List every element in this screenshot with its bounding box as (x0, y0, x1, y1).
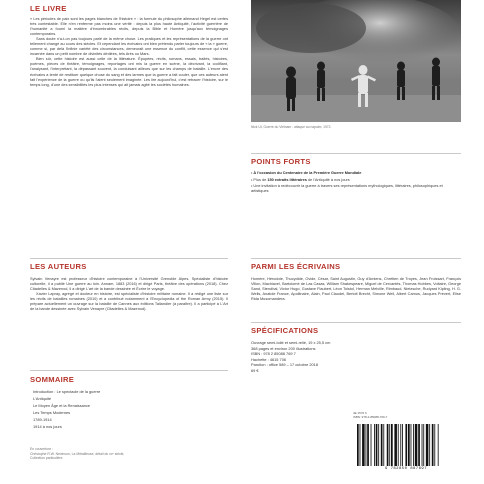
barcode-bar (429, 424, 430, 466)
divider (30, 370, 228, 371)
barcode-bar (366, 424, 367, 466)
auteur-paragraph: Xavier Lapray, agrégé et docteur en histoire, est spécialiste d'histoire militaire romaine. Il a rédigé une liste sur les récits de batailles romaines (2010) et a contribué notamment à l'Encyclopedia of the Roman Army (2015). Il prépare actuellement un ouvrage sur la bataille de Cannes aux éditions Tallandier (à paraître). Il a participé à L'Art de la bande dessinée avec Sylvain Venayre (Citadelles & Mazenod). (30, 292, 228, 312)
barcode-bar (357, 424, 359, 466)
barcode-bar (423, 424, 424, 466)
section-title-auteurs: LES AUTEURS (30, 262, 87, 271)
barcode-bar (383, 424, 384, 466)
barcode-bar (402, 424, 403, 466)
divider (251, 258, 461, 259)
barcode-digits: 9 782850 887697 (384, 467, 427, 471)
barcode-bar (411, 424, 412, 466)
barcode-bar (362, 424, 365, 466)
photo-illustration (251, 0, 461, 122)
section-title-ecrivains: PARMI LES ÉCRIVAINS (251, 262, 341, 271)
livre-text (30, 17, 228, 88)
livre-paragraph: Sans doute n'a-t-on pas toujours parlé de la même chose. Les pratiques et les représentations de la guerre ont tellement changé au cours des siècles. Et cependant les écrivains ont bien prétendu parler toujours de « la » guerre, comme si, par delà l'infinie variété des circonstances, demeurait une essence du conflit, cette essence qui s'est incarnée dans un petit nombre de divinités dédiées, tels Arès ou Mars. (30, 37, 228, 57)
barcode-bar (413, 424, 414, 466)
points-forts-list (251, 171, 461, 196)
cover-credit-line: Collection particulière. (30, 456, 64, 461)
barcode-bar (422, 424, 423, 466)
barcode-bar (405, 424, 407, 466)
barcode-bar (374, 424, 375, 466)
barcode-bar (391, 424, 393, 466)
sommaire-item: Les Temps Modernes (33, 410, 71, 415)
livre-paragraph: Bien sûr, cette histoire est aussi celle de la littérature. Épopées, récits, romans, essais, traités, histoires, poèmes, pièces de théâtre, témoignages, reportages ont mis la guerre en scène, la décrivant, la codifiant, l'analysant, l'interprétant, la dépassant souvent, la conduisant ailleurs que sur les champs de bataille. L'encre des écrivains a tenté de restituer quelque chose du sang et des larmes que la guerre a fait couler, que ces auteurs aient fait l'expérience de la guerre ou qu'ils l'aient seulement imaginée. Les lire aujourd'hui, c'est retracer l'histoire, sur le temps long, d'une des sensibilités les plus intenses qui ait jamais agité les sociétés humaines. (30, 57, 228, 87)
barcode-bar (426, 424, 429, 466)
barcode-bar (367, 424, 369, 466)
livre-paragraph: « Les périodes de paix sont les pages blanches de l'histoire » : la formule du philosophe allemand Hegel est certes très contestable. Elle n'en renferme pas moins une vérité : depuis la plus haute Antiquité, l'activité guerrière de l'humanité a fourni la matière d'innombrables récits, depuis la Bible et Homère jusqu'aux témoignages contemporains. (30, 17, 228, 37)
barcode-bar (389, 424, 390, 466)
barcode-bar (387, 424, 389, 466)
point-fort-item: • À l'occasion du Centenaire de la Première Guerre Mondiale (251, 171, 362, 175)
section-title-livre: LE LIVRE (30, 4, 67, 13)
auteurs-text (30, 277, 228, 312)
sommaire-list (30, 388, 228, 430)
barcode-bar (415, 424, 418, 466)
barcode-bar (376, 424, 378, 466)
barcode-header-line: 4E 1576 6 (353, 411, 367, 415)
sommaire-item: Introduction : Le spectacle de la guerre (33, 389, 101, 394)
barcode-bar (381, 424, 383, 466)
war-photo (251, 0, 461, 122)
barcode-bar (434, 424, 435, 466)
section-title-sommaire: SOMMAIRE (30, 375, 75, 384)
barcode-bar (438, 424, 439, 466)
barcode-header-line: ISBN: 978-2-85088-769-7 (353, 414, 388, 419)
barcode-bar (432, 424, 434, 466)
spec-item: Hachette : 4615 706 (251, 356, 287, 362)
barcode-bar (398, 424, 399, 466)
divider (251, 322, 461, 323)
barcode-header (353, 412, 387, 419)
cover-credit-line: Christophe R.W. Nevinson, La Mitrailleuse, détail du xxᵉ siècle, (30, 451, 125, 456)
barcode-bar (378, 424, 379, 466)
photo-caption: Nick Ut, Guerre du Vietnam : attaque au napalm, 1972. (251, 125, 332, 129)
barcode-bar (400, 424, 401, 466)
sommaire-item: 1789-1914 (33, 417, 52, 422)
spec-item: ISBN : 978 2 85088 769 7 (251, 351, 296, 357)
barcode-bar (360, 424, 361, 466)
point-fort-item: • Une invitation à redécouvrir la guerre à travers ses représentations mythologiques, littéraires, philosophiques et artistiques (251, 184, 443, 194)
barcode-bar (371, 424, 372, 466)
specs-list (251, 340, 461, 374)
section-title-specifications: SPÉCIFICATIONS (251, 326, 319, 335)
spec-item: 69 € (251, 367, 259, 373)
spec-item: Parution : office 589 – 17 octobre 2018 (251, 362, 318, 368)
section-title-points-forts: POINTS FORTS (251, 157, 311, 166)
barcode-bars (355, 424, 459, 466)
cover-credit-line: En couverture : (30, 447, 53, 451)
sommaire-item: Le Moyen Âge et la Renaissance (33, 403, 91, 408)
barcode-bar (408, 424, 410, 466)
spec-item: Ouvrage semi-toilé et semi-relié, 19 x 25,5 cm (251, 340, 331, 345)
divider (30, 258, 228, 259)
sommaire-item: 1914 à nos jours (33, 424, 62, 429)
divider (251, 153, 461, 154)
sommaire-item: L'Antiquité (33, 396, 52, 401)
point-fort-item: • Plus de 150 extraits littéraires de l'Antiquité à nos jours (251, 177, 350, 182)
barcode-bar (394, 424, 397, 466)
cover-credit (30, 447, 228, 461)
barcode-bar (418, 424, 420, 466)
spec-item: 368 pages et environ 200 illustrations (251, 345, 316, 351)
ecrivains-text: Homère, Hérodote, Thucydide, Ovide, César, Saint Augustin, Guy d'Amiens, Chrétien de Troyes, Jean Froissart, François Villon, Machiavel, Bartolomé de Las Casas, William Shakespeare, Miguel de Cervantès, Thomas Hobbes, Voltaire, George Sand, Stendhal, Victor Hugo, Gustave Flaubert, Léon Tolstoï, Herman Melville, Rimbaud, Nietzsche, Rudyard Kipling, H. G. Wells, Anatole France, Apollinaire, Alain, Paul Claudel, Bertolt Brecht, Simone Weil, Albert Camus, Jacques Prévert, Elise Rida Musomandera. (251, 277, 461, 302)
barcode (351, 412, 463, 476)
auteur-paragraph: Sylvain Venayre est professeur d'histoire contemporaine à l'Université Grenoble Alpes. Spécialiste d'histoire culturelle, il a publié Une guerre au loin. Annam, 1883 (2016) et dirigé Paris, théâtre des opérations (2018). Chez Citadelles & Mazenod, il a dirigé L'art de la bande dessinée et Écrire le voyage. (30, 277, 228, 292)
